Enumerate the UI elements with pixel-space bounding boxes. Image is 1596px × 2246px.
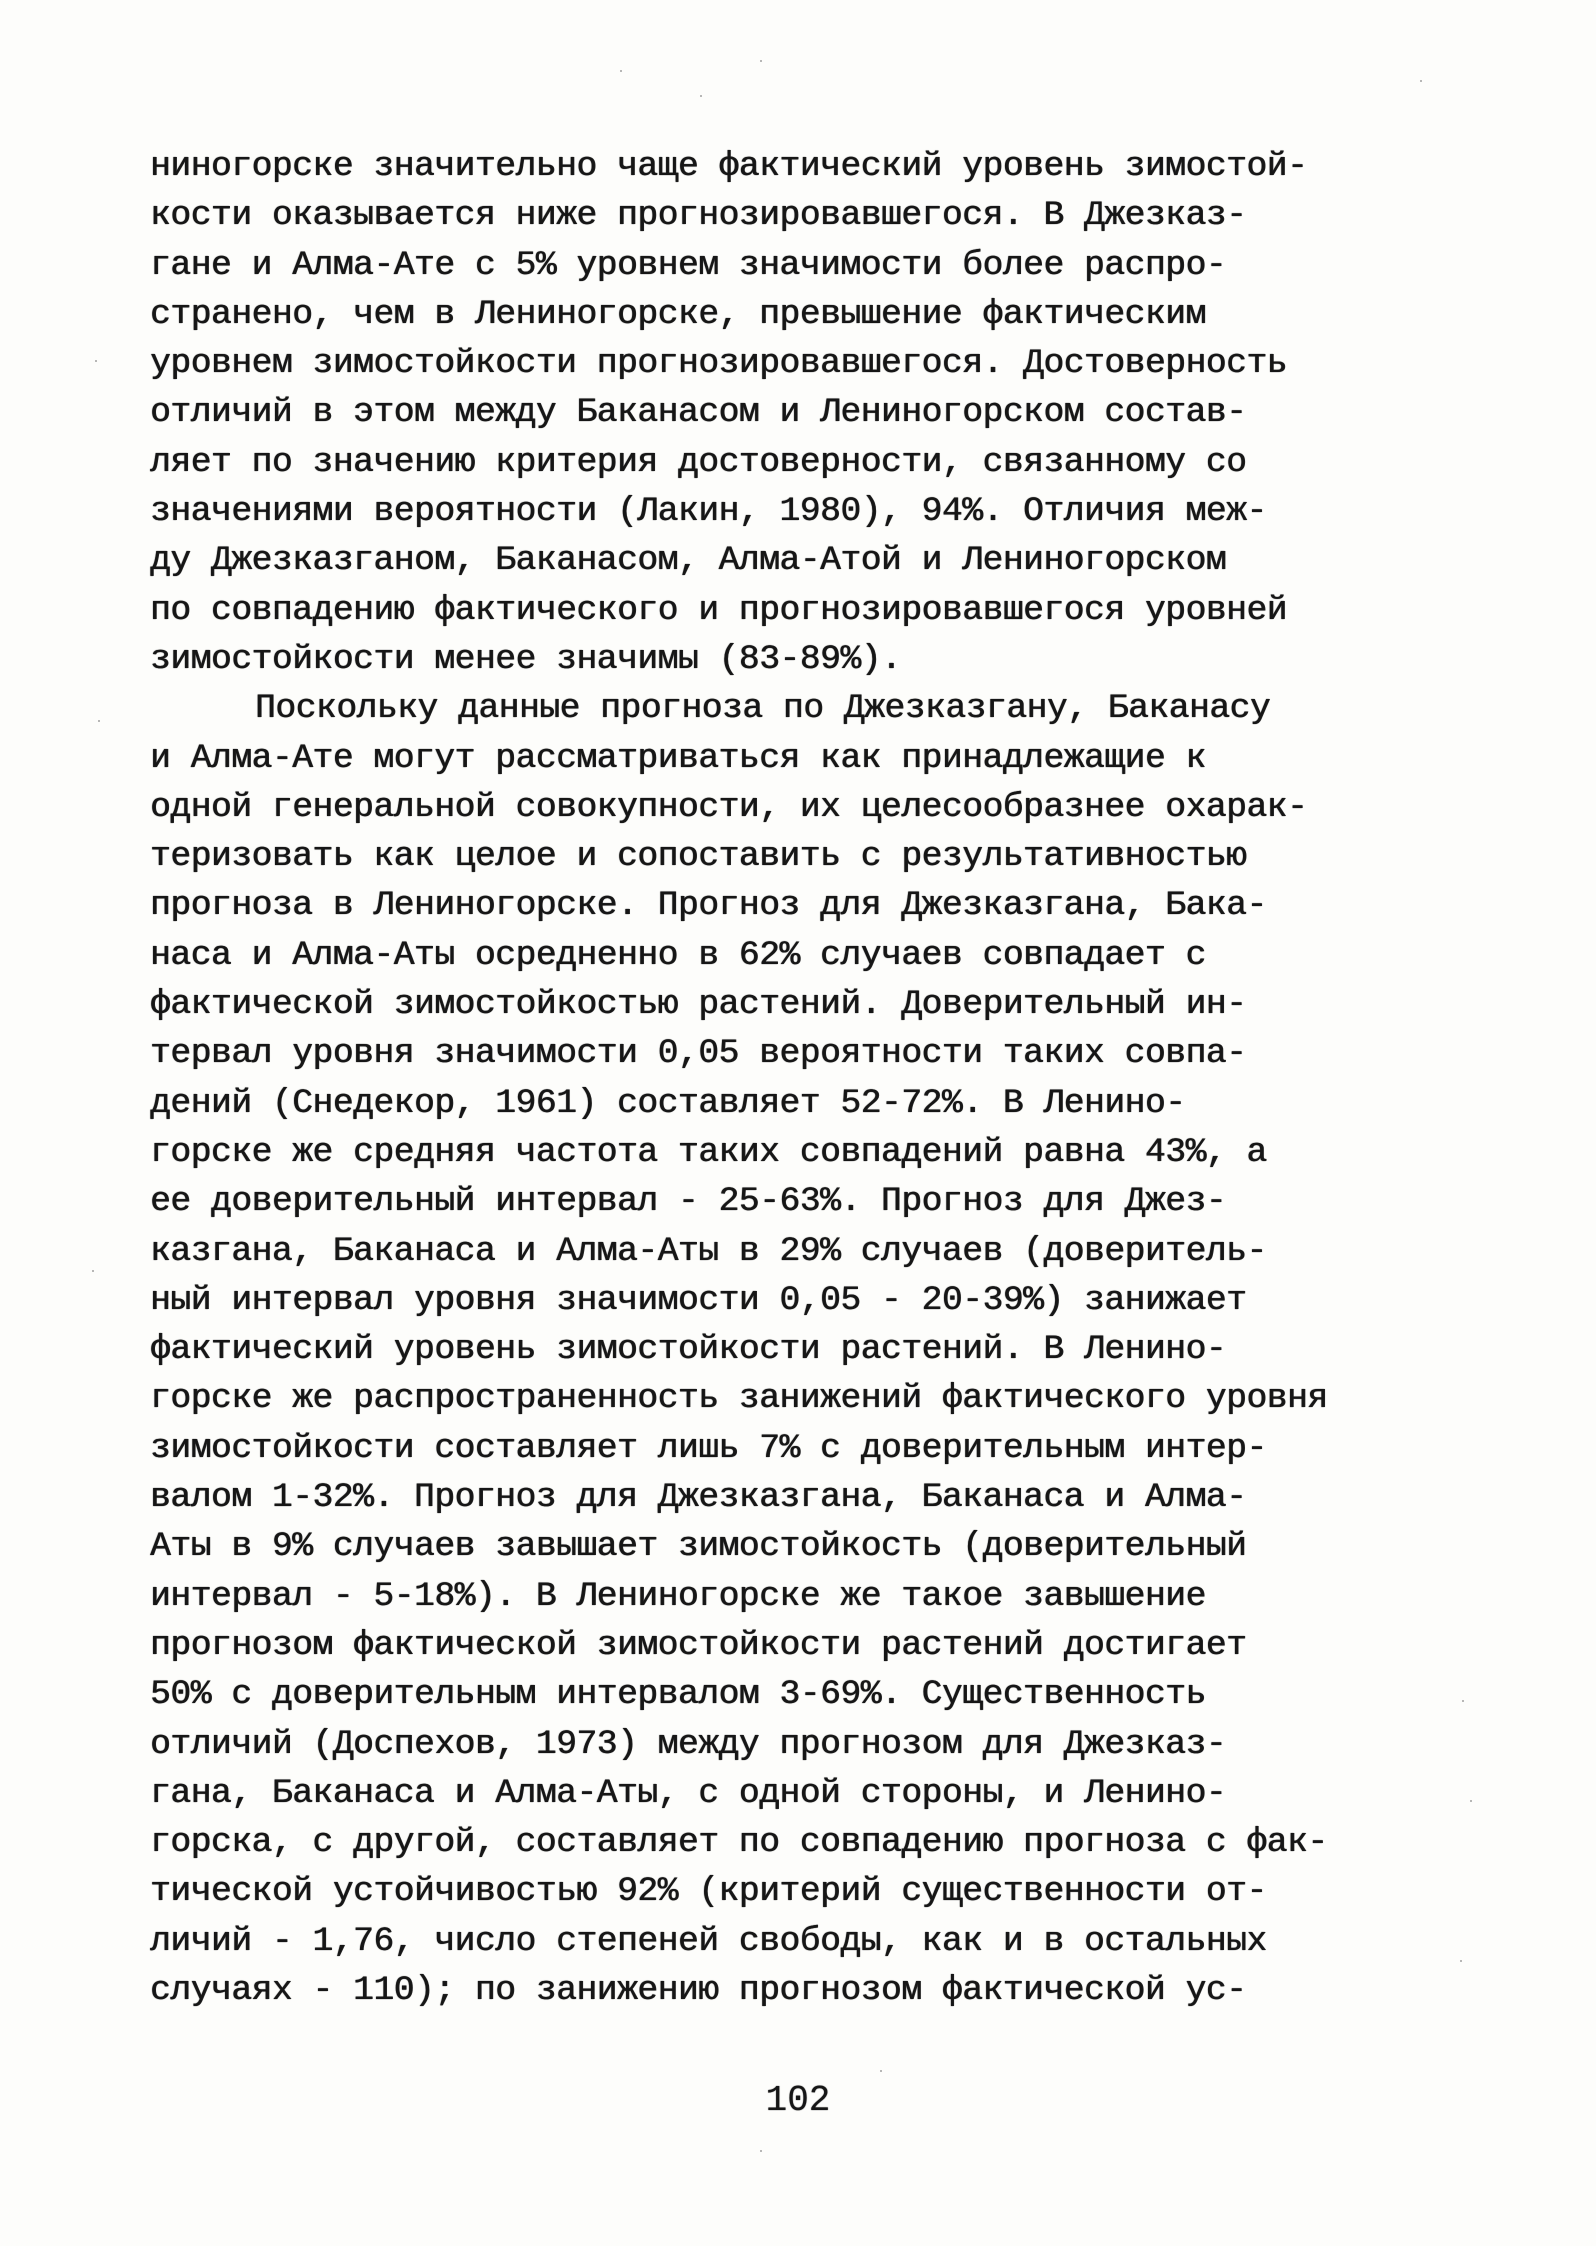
scan-speck [760,2150,762,2152]
paragraph-2 [150,684,1470,2015]
text-line: зимостойкости менее значимы (83-89%). [150,639,902,679]
text-line: Аты в 9% случаев завышает зимостойкость (доверительный [150,1527,1247,1567]
text-line: прогноза в Лениногорске. Прогноз для Джезказгана, Бака- [150,886,1267,926]
text-line: гане и Алма-Ате с 5% уровнем значимости более распро- [150,245,1227,285]
text-line: зимостойкости составляет лишь 7% с доверительным интер- [150,1428,1267,1468]
scan-speck [1420,80,1422,82]
scan-speck [98,720,100,722]
text-line: интервал - 5-18%). В Лениногорске же такое завышение [150,1576,1206,1616]
text-line: наса и Алма-Аты осредненно в 62% случаев совпадает с [150,935,1206,975]
text-line: горске же распространенность занижений фактического уровня [150,1379,1328,1419]
text-line: ниногорске значительно чаще фактический уровень зимостой- [150,147,1308,186]
text-line: личий - 1,76, число степеней свободы, как и в остальных [150,1921,1267,1961]
text-line: по совпадению фактического и прогнозировавшегося уровней [150,590,1287,630]
text-line: гана, Баканаса и Алма-Аты, с одной стороны, и Ленино- [150,1773,1227,1813]
scan-speck [95,360,97,362]
page-number: 102 [765,2080,831,2121]
text-line: дений (Снедекор, 1961) составляет 52-72%. В Ленино- [150,1083,1186,1123]
text-line: и Алма-Ате могут рассматриваться как принадлежащие к [150,738,1206,778]
text-line: ный интервал уровня значимости 0,05 - 20-39%) занижает [150,1280,1247,1320]
scan-speck [1462,1700,1464,1702]
text-line: ду Джезказганом, Баканасом, Алма-Атой и Лениногорском [150,541,1227,581]
text-line: ее доверительный интервал - 25-63%. Прогноз для Джез- [150,1182,1227,1222]
text-line: случаях - 110); по занижению прогнозом фактической ус- [150,1970,1247,2010]
text-line: горска, с другой, составляет по совпадению прогноза с фак- [150,1823,1328,1863]
scan-speck [1460,1960,1462,1962]
scan-speck [92,1270,94,1272]
text-line: Поскольку данные прогноза по Джезказгану, Баканасу [255,689,1271,729]
text-line: одной генеральной совокупности, их целесообразнее охарак- [150,787,1308,827]
text-line: уровнем зимостойкости прогнозировавшегося. Достоверность [150,344,1287,384]
text-line: ляет по значению критерия достоверности, связанному со [150,442,1247,482]
text-line: казгана, Баканаса и Алма-Аты в 29% случаев (доверитель- [150,1231,1267,1271]
text-line: тервал уровня значимости 0,05 вероятности таких совпа- [150,1034,1247,1074]
text-line: кости оказывается ниже прогнозировавшегося. В Джезказ- [150,196,1247,236]
scan-speck [880,2070,882,2072]
text-line: странено, чем в Лениногорске, превышение фактическим [150,294,1206,334]
text-line: значениями вероятности (Лакин, 1980), 94%. Отличия меж- [150,492,1267,532]
text-line: фактической зимостойкостью растений. Доверительный ин- [150,985,1247,1025]
text-line: тической устойчивостью 92% (критерий существенности от- [150,1872,1267,1912]
text-line: фактический уровень зимостойкости растений. В Ленино- [150,1330,1227,1370]
body-text [150,142,1470,2015]
scan-speck [620,70,622,72]
text-line: горске же средняя частота таких совпадений равна 43%, а [150,1132,1267,1172]
scan-speck [700,95,702,97]
text-line: 50% с доверительным интервалом 3-69%. Существенность [150,1675,1206,1715]
text-line: валом 1-32%. Прогноз для Джезказгана, Баканаса и Алма- [150,1478,1247,1518]
text-line: теризовать как целое и сопоставить с результативностью [150,837,1247,877]
text-line: отличий (Доспехов, 1973) между прогнозом для Джезказ- [150,1724,1227,1764]
text-line: прогнозом фактической зимостойкости растений достигает [150,1625,1247,1665]
scan-speck [760,60,762,62]
paragraph-1 [150,142,1470,684]
scan-speck [1470,1800,1472,1802]
text-line: отличий в этом между Баканасом и Лениногорском состав- [150,393,1247,433]
